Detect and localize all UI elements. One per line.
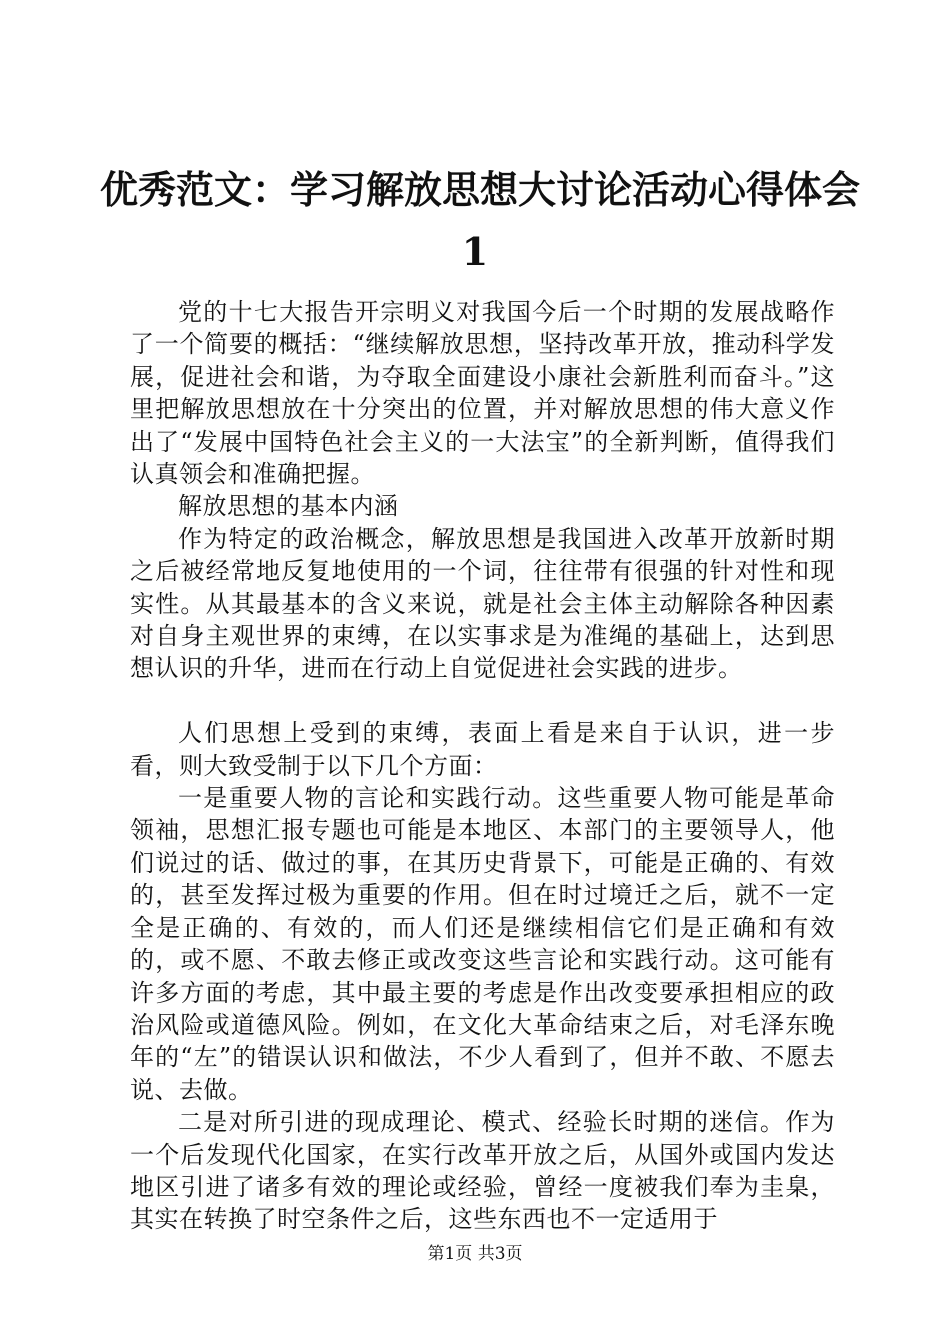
document-title: 优秀范文：学习解放思想大讨论活动心得体会	[100, 167, 861, 212]
paragraph-5: 二是对所引进的现成理论、模式、经验长时期的迷信。作为一个后发现代化国家，在实行改革开放之后，从国外或国内发达地区引进了诸多有效的理论或经验，曾经一度被我们奉为圭臬，其实在转换了时空条件之后，这些东西也不一定适用于	[130, 1108, 835, 1234]
paragraph-4: 一是重要人物的言论和实践行动。这些重要人物可能是革命领袖，思想汇报专题也可能是本地区、本部门的主要领导人，他们说过的话、做过的事，在其历史背景下，可能是正确的、有效的，甚至发挥过极为重要的作用。但在时过境迁之后，就不一定全是正确的、有效的，而人们还是继续相信它们是正确和有效的，或不愿、不敢去修正或改变这些言论和实践行动。这可能有许多方面的考虑，其中最主要的考虑是作出改变要承担相应的政治风险或道德风险。例如，在文化大革命结束之后，对毛泽东晚年的“左”的错误认识和做法，不少人看到了，但并不敢、不愿去说、去做。	[130, 784, 835, 1104]
document-body	[130, 296, 835, 1236]
paragraph-2: 作为特定的政治概念，解放思想是我国进入改革开放新时期之后被经常地反复地使用的一个词，往往带有很强的针对性和现实性。从其最基本的含义来说，就是社会主体主动解除各种因素对自身主观世界的束缚，在以实事求是为准绳的基础上，达到思想认识的升华，进而在行动上自觉促进社会实践的进步。	[130, 524, 835, 683]
section-heading: 解放思想的基本内涵	[178, 492, 399, 521]
paragraph-1: 党的十七大报告开宗明义对我国今后一个时期的发展战略作了一个简要的概括：“继续解放思想，坚持改革开放，推动科学发展，促进社会和谐，为夺取全面建设小康社会新胜利而奋斗。”这里把解放思想放在十分突出的位置，并对解放思想的伟大意义作出了“发展中国特色社会主义的一大法宝”的全新判断，值得我们认真领会和准确把握。	[130, 298, 835, 489]
paragraph-3: 人们思想上受到的束缚，表面上看是来自于认识，进一步看，则大致受制于以下几个方面：	[130, 719, 835, 780]
document-title-number: 1	[461, 229, 489, 274]
paragraph-spacer	[130, 685, 835, 717]
page-footer: 第1页 共3页	[427, 1244, 523, 1264]
